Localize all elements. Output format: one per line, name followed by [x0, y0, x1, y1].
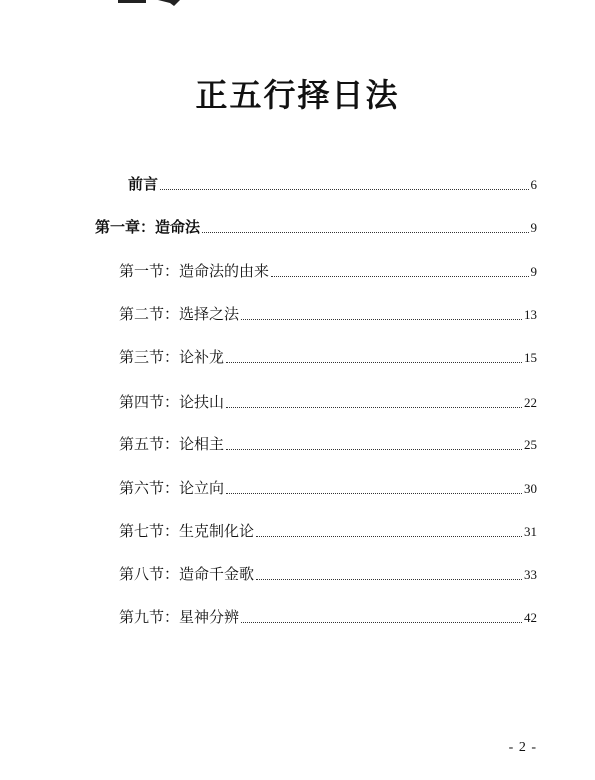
toc-entry-label: 第一节：造命法的由来 [119, 262, 270, 280]
toc-entry-section-3[interactable] [119, 346, 537, 368]
toc-entry-label: 第七节：生克制化论 [119, 522, 255, 540]
toc-entry-section-2[interactable] [119, 303, 537, 325]
dot-leader [202, 232, 528, 233]
toc-entry-chapter-1[interactable] [95, 216, 537, 238]
toc-entry-page: 15 [524, 350, 537, 365]
dot-leader [160, 189, 528, 190]
toc-entry-label: 前言 [128, 175, 159, 193]
toc-entry-page: 9 [530, 264, 537, 279]
toc-entry-label: 第五节：论相主 [119, 435, 225, 453]
dot-leader [271, 276, 528, 277]
dot-leader [226, 362, 522, 363]
toc-entry-page: 30 [524, 481, 537, 496]
page-number: - 2 - [508, 740, 537, 755]
toc-entry-page: 6 [530, 177, 537, 192]
toc-entry-label: 第九节：星神分辨 [119, 608, 240, 626]
toc-entry-page: 9 [530, 220, 537, 235]
toc-entry-section-4[interactable] [119, 391, 537, 413]
toc-entry-section-8[interactable] [119, 563, 537, 585]
toc-entry-section-5[interactable] [119, 433, 537, 455]
toc-entry-preface[interactable] [128, 173, 537, 195]
toc-entry-section-7[interactable] [119, 520, 537, 542]
dot-leader [241, 622, 522, 623]
dot-leader [256, 579, 522, 580]
toc-entry-label: 第八节：造命千金歌 [119, 565, 255, 583]
toc-entry-page: 25 [524, 437, 537, 452]
dot-leader [226, 449, 522, 450]
toc-entry-page: 13 [524, 307, 537, 322]
toc-entry-section-1[interactable] [119, 260, 537, 282]
toc-entry-page: 33 [524, 567, 537, 582]
toc-entry-section-9[interactable] [119, 606, 537, 628]
toc-entry-page: 42 [524, 610, 537, 625]
toc-entry-label: 第二节：选择之法 [119, 305, 240, 323]
scan-artifact-mark [118, 0, 188, 8]
dot-leader [226, 493, 522, 494]
toc-entry-label: 第一章：造命法 [95, 218, 201, 236]
toc-entry-label: 第四节：论扶山 [119, 393, 225, 411]
dot-leader [226, 407, 522, 408]
toc-entry-section-6[interactable] [119, 477, 537, 499]
dot-leader [241, 319, 522, 320]
document-title: 正五行择日法 [195, 76, 400, 114]
toc-entry-label: 第三节：论补龙 [119, 348, 225, 366]
dot-leader [256, 536, 522, 537]
toc-entry-page: 31 [524, 524, 537, 539]
toc-entry-label: 第六节：论立向 [119, 479, 225, 497]
toc-entry-page: 22 [524, 395, 537, 410]
